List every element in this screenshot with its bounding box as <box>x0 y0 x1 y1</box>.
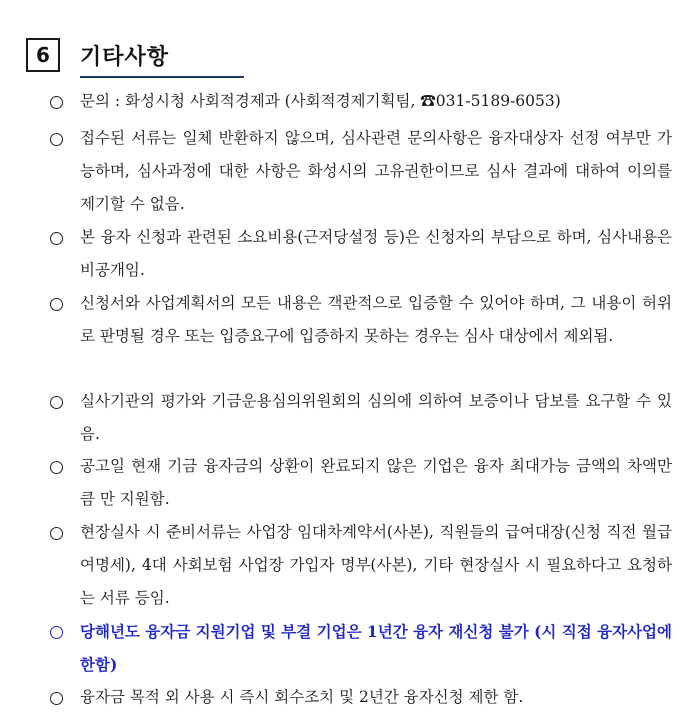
circle-bullet-icon <box>50 298 63 311</box>
title-underline <box>80 76 244 78</box>
circle-bullet-icon <box>50 133 63 146</box>
list-item-text: 공고일 현재 기금 융자금의 상환이 완료되지 않은 기업은 융자 최대가능 금액의 차액만큼 만 지원함. <box>80 457 672 508</box>
list-item <box>50 295 672 353</box>
list-item-text: 문의 : 화성시청 사회적경제과 (사회적경제기획팀, ☎031-5189-6053) <box>80 92 561 110</box>
circle-bullet-icon <box>50 461 63 474</box>
list-item <box>50 458 672 516</box>
list-item-text: 당해년도 융자금 지원기업 및 부결 기업은 1년간 융자 재신청 불가 (시 직접 융자사업에 한함) <box>80 622 672 674</box>
list-item-text: 접수된 서류는 일체 반환하지 않으며, 심사관련 문의사항은 융자대상자 선정 여부만 가능하며, 심사과정에 대한 사항은 화성시의 고유권한이므로 심사 결과에 대하여 이의를 제기할 수 없음. <box>80 129 672 213</box>
circle-bullet-icon <box>50 396 63 409</box>
circle-bullet-icon <box>50 626 63 639</box>
list-item <box>50 524 672 615</box>
circle-bullet-icon <box>50 96 63 109</box>
list-item-text: 본 융자 신청과 관련된 소요비용(근저당설정 등)은 신청자의 부담으로 하며, 심사내용은 비공개임. <box>80 228 672 279</box>
list-item-text: 현장실사 시 준비서류는 사업장 임대차계약서(사본), 직원들의 급여대장(신청 직전 월급여명세), 4대 사회보험 사업장 가입자 명부(사본), 기타 현장실사 시 필요하다고 요청하는 서류 등임. <box>80 523 672 607</box>
section-title: 기타사항 <box>80 44 170 70</box>
list-item <box>50 229 672 287</box>
list-item <box>50 130 672 221</box>
circle-bullet-icon <box>50 527 63 540</box>
section-header <box>26 38 169 72</box>
list-item-text: 신청서와 사업계획서의 모든 내용은 객관적으로 입증할 수 있어야 하며, 그 내용이 허위로 판명될 경우 또는 입증요구에 입증하지 못하는 경우는 심사 대상에서 제외됨. <box>80 294 672 345</box>
section-number-box: 6 <box>26 38 60 72</box>
circle-bullet-icon <box>50 692 63 705</box>
list-item-highlighted <box>50 623 672 681</box>
list-item-text: 실사기관의 평가와 기금운용심의위원회의 심의에 의하여 보증이나 담보를 요구할 수 있음. <box>80 392 672 443</box>
list-item <box>50 689 672 714</box>
list-item-text: 융자금 목적 외 사용 시 즉시 회수조치 및 2년간 융자신청 제한 함. <box>80 688 524 706</box>
list-item <box>50 393 672 451</box>
circle-bullet-icon <box>50 232 63 245</box>
list-item <box>50 93 672 118</box>
